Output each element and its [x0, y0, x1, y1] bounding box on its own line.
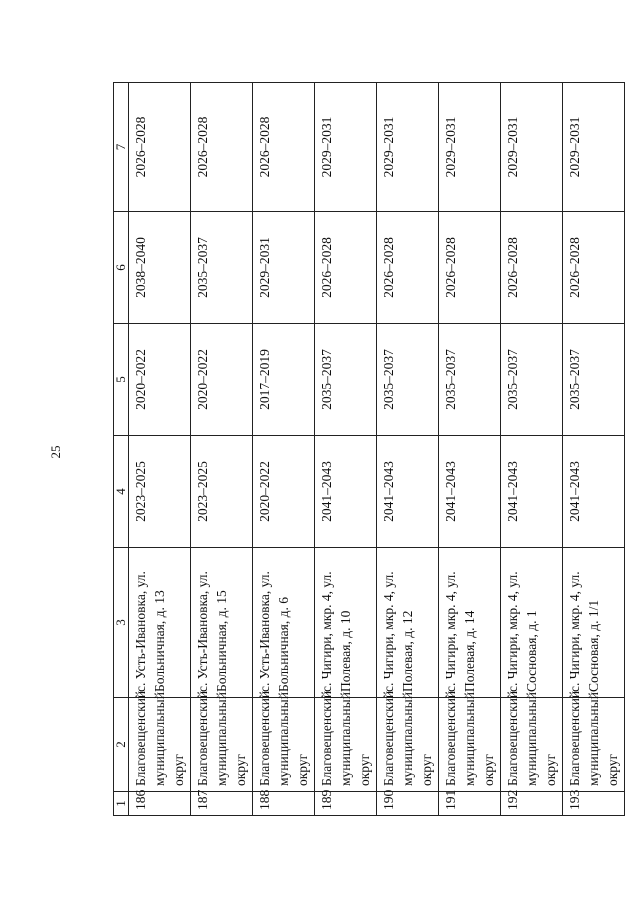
table-row — [439, 83, 501, 816]
period-cell-5: 2035–2037 — [501, 324, 563, 436]
table-row — [563, 83, 625, 816]
district-cell: Благовещенский муниципальный округ — [315, 698, 377, 792]
table-header — [114, 83, 129, 816]
period-cell-4: 2020–2022 — [253, 436, 315, 548]
rotated-table-frame — [113, 83, 620, 816]
table-row — [315, 83, 377, 816]
period-cell-6: 2026–2028 — [563, 212, 625, 324]
period-cell-6: 2035–2037 — [191, 212, 253, 324]
header-cell-4: 4 — [114, 436, 129, 548]
schedule-table — [113, 82, 625, 816]
period-cell-4: 2041–2043 — [315, 436, 377, 548]
header-cell-2: 2 — [114, 698, 129, 792]
period-cell-6: 2026–2028 — [501, 212, 563, 324]
row-number: 188 — [253, 792, 315, 816]
table-container — [113, 83, 620, 816]
table-body — [129, 83, 625, 816]
page-number: 25 — [48, 445, 63, 459]
address-cell: с. Усть-Ивановка, ул. Больничная, д. 15 — [191, 548, 253, 698]
address-cell: с. Усть-Ивановка, ул. Больничная, д. 13 — [129, 548, 191, 698]
period-cell-6: 2026–2028 — [377, 212, 439, 324]
period-cell-6: 2038–2040 — [129, 212, 191, 324]
address-cell: с. Усть-Ивановка, ул. Больничная, д. 6 — [253, 548, 315, 698]
period-cell-4: 2041–2043 — [377, 436, 439, 548]
address-cell: с. Чигири, мкр. 4, ул. Сосновая, д. 1/1 — [563, 548, 625, 698]
period-cell-4: 2041–2043 — [439, 436, 501, 548]
period-cell-4: 2041–2043 — [563, 436, 625, 548]
table-row — [377, 83, 439, 816]
address-cell: с. Чигири, мкр. 4, ул. Полевая, д. 12 — [377, 548, 439, 698]
header-cell-6: 6 — [114, 212, 129, 324]
period-cell-4: 2041–2043 — [501, 436, 563, 548]
district-cell: Благовещенский муниципальный округ — [129, 698, 191, 792]
period-cell-7: 2029–2031 — [377, 83, 439, 212]
table-row — [191, 83, 253, 816]
period-cell-5: 2035–2037 — [315, 324, 377, 436]
period-cell-7: 2029–2031 — [315, 83, 377, 212]
row-number: 187 — [191, 792, 253, 816]
period-cell-7: 2026–2028 — [129, 83, 191, 212]
period-cell-5: 2017–2019 — [253, 324, 315, 436]
district-cell: Благовещенский муниципальный округ — [253, 698, 315, 792]
address-cell: с. Чигири, мкр. 4, ул. Полевая, д. 14 — [439, 548, 501, 698]
header-cell-5: 5 — [114, 324, 129, 436]
row-number: 191 — [439, 792, 501, 816]
address-cell: с. Чигири, мкр. 4, ул. Сосновая, д. 1 — [501, 548, 563, 698]
period-cell-4: 2023–2025 — [129, 436, 191, 548]
row-number: 189 — [315, 792, 377, 816]
period-cell-7: 2026–2028 — [253, 83, 315, 212]
header-cell-3: 3 — [114, 548, 129, 698]
row-number: 192 — [501, 792, 563, 816]
period-cell-5: 2035–2037 — [377, 324, 439, 436]
period-cell-5: 2020–2022 — [129, 324, 191, 436]
header-cell-1: 1 — [114, 792, 129, 816]
district-cell: Благовещенский муниципальный округ — [501, 698, 563, 792]
period-cell-4: 2023–2025 — [191, 436, 253, 548]
district-cell: Благовещенский муниципальный округ — [563, 698, 625, 792]
period-cell-7: 2026–2028 — [191, 83, 253, 212]
header-row — [114, 83, 129, 816]
table-row — [129, 83, 191, 816]
period-cell-5: 2035–2037 — [563, 324, 625, 436]
period-cell-7: 2029–2031 — [439, 83, 501, 212]
table-row — [253, 83, 315, 816]
district-cell: Благовещенский муниципальный округ — [439, 698, 501, 792]
period-cell-7: 2029–2031 — [501, 83, 563, 212]
header-cell-7: 7 — [114, 83, 129, 212]
row-number: 186 — [129, 792, 191, 816]
period-cell-5: 2020–2022 — [191, 324, 253, 436]
table-row — [501, 83, 563, 816]
row-number: 190 — [377, 792, 439, 816]
period-cell-6: 2029–2031 — [253, 212, 315, 324]
address-cell: с. Чигири, мкр. 4, ул. Полевая, д. 10 — [315, 548, 377, 698]
period-cell-6: 2026–2028 — [315, 212, 377, 324]
district-cell: Благовещенский муниципальный округ — [191, 698, 253, 792]
district-cell: Благовещенский муниципальный округ — [377, 698, 439, 792]
period-cell-7: 2029–2031 — [563, 83, 625, 212]
period-cell-5: 2035–2037 — [439, 324, 501, 436]
period-cell-6: 2026–2028 — [439, 212, 501, 324]
row-number: 193 — [563, 792, 625, 816]
